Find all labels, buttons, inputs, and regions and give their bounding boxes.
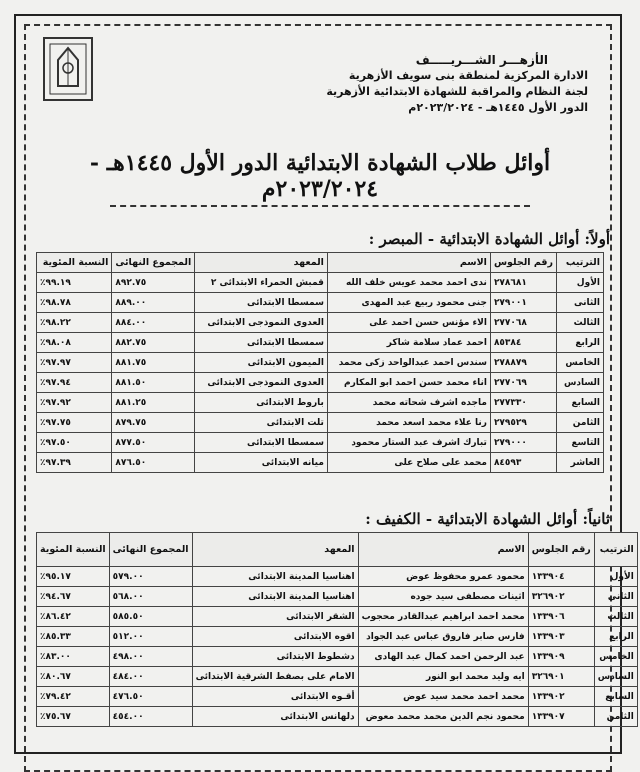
percentage-cell: ٪٩٧.٧٥ <box>37 413 112 433</box>
institute-cell: اقوه الابتدائى <box>192 627 358 647</box>
student-name-cell: جنى محمود ربيع عبد المهدى <box>327 293 490 313</box>
percentage-cell: ٪٩٧.٩٧ <box>37 353 112 373</box>
institute-cell: سمسطا الابتدائى <box>195 293 328 313</box>
rank-cell: الرابع <box>557 333 604 353</box>
total-score-cell: ٥٨٥.٥٠ <box>109 607 192 627</box>
section2-title: ثانياً: أوائل الشهادة الابتدائية - الكفيف : <box>365 510 610 528</box>
student-name-cell: ايه وليد محمد ابو النور <box>358 667 528 687</box>
table-row <box>37 333 604 353</box>
seat-number-cell: ٨٥٣٨٤ <box>490 333 556 353</box>
table-row <box>37 413 604 433</box>
table-row <box>37 627 638 647</box>
seat-number-cell: ١٣٣٩٠٢ <box>528 687 594 707</box>
institute-cell: سمسطا الابتدائى <box>195 433 328 453</box>
student-name-cell: فارس صابر فاروق عباس عبد الجواد <box>358 627 528 647</box>
total-score-cell: ٤٨٤.٠٠ <box>109 667 192 687</box>
institute-cell: قمبش الحمراء الابتدائى ٢ <box>195 273 328 293</box>
seat-number-cell: ١٣٣٩٠٣ <box>528 627 594 647</box>
rank-cell: الخامس <box>557 353 604 373</box>
total-score-cell: ٨٧٩.٧٥ <box>112 413 195 433</box>
percentage-cell: ٪٩٧.٩٤ <box>37 373 112 393</box>
seat-number-cell: ٢٧٩٠٠٠ <box>490 433 556 453</box>
percentage-cell: ٪٩٧.٥٠ <box>37 433 112 453</box>
seat-number-cell: ٢٧٨٦٨١ <box>490 273 556 293</box>
percentage-cell: ٪٨٠.٦٧ <box>37 667 110 687</box>
percentage-cell: ٪٩٨.٢٢ <box>37 313 112 333</box>
rank-cell: السابع <box>557 393 604 413</box>
azhar-logo <box>40 34 96 104</box>
percentage-cell: ٪٩٧.٩٢ <box>37 393 112 413</box>
institute-cell: تلت الابتدائى <box>195 413 328 433</box>
table-row <box>37 567 638 587</box>
total-score-cell: ٨٨١.٢٥ <box>112 393 195 413</box>
institute-cell: اهناسيا المدينة الابتدائى <box>192 587 358 607</box>
table-row <box>37 433 604 453</box>
institute-cell: اهناسيا المدينة الابتدائى <box>192 567 358 587</box>
student-name-cell: محمد على صلاح على <box>327 453 490 473</box>
seat-number-cell: ٢٧٨٨٧٩ <box>490 353 556 373</box>
student-name-cell: تبارك اشرف عبد الستار محمود <box>327 433 490 453</box>
rank-cell: السادس <box>557 373 604 393</box>
total-score-cell: ٨٧٦.٥٠ <box>112 453 195 473</box>
student-name-cell: اناء محمد حسن احمد ابو المكارم <box>327 373 490 393</box>
institution-header <box>326 52 588 116</box>
table-body <box>37 273 604 473</box>
header-line-session: الدور الأول ١٤٤٥هـ - ٢٠٢٣/٢٠٢٤م <box>408 101 588 114</box>
total-score-cell: ٤٥٤.٠٠ <box>109 707 192 727</box>
total-score-cell: ٨٨٢.٧٥ <box>112 333 195 353</box>
blind-top-students-table <box>36 532 638 727</box>
percentage-cell: ٪٩٧.٣٩ <box>37 453 112 473</box>
institute-cell: الامام على بصفط الشرقية الابتدائى <box>192 667 358 687</box>
student-name-cell: محمد احمد ابراهيم عبدالقادر محجوب <box>358 607 528 627</box>
rank-cell: الثالث <box>557 313 604 333</box>
table-header-row <box>37 253 604 273</box>
page-title: أوائل طلاب الشهادة الابتدائية الدور الأول ١٤٤٥هـ - ٢٠٢٣/٢٠٢٤م <box>89 150 551 202</box>
table-row <box>37 667 638 687</box>
institute-cell: الميمون الابتدائى <box>195 353 328 373</box>
rank-cell: الثانى <box>557 293 604 313</box>
student-name-cell: سندس احمد عبدالواحد زكى محمد <box>327 353 490 373</box>
rank-cell: السادس <box>594 667 637 687</box>
seat-number-cell: ٢٧٧٠٦٨ <box>490 313 556 333</box>
rank-cell: الأول <box>594 567 637 587</box>
table-row <box>37 647 638 667</box>
rank-cell: السابع <box>594 687 637 707</box>
student-name-cell: محمود نجم الدين محمد محمد معوض <box>358 707 528 727</box>
percentage-cell: ٪٧٥.٦٧ <box>37 707 110 727</box>
table-header-row <box>37 533 638 567</box>
column-header: رقم الجلوس <box>490 253 556 273</box>
table-body <box>37 567 638 727</box>
total-score-cell: ٥٦٨.٠٠ <box>109 587 192 607</box>
column-header: المجموع النهائى <box>109 533 192 567</box>
rank-cell: الثامن <box>557 413 604 433</box>
total-score-cell: ٨٨١.٧٥ <box>112 353 195 373</box>
column-header: الاسم <box>327 253 490 273</box>
section1-title: أولاً: أوائل الشهادة الابتدائية - المبصر : <box>368 230 610 248</box>
seat-number-cell: ٣٢٦٩٠١ <box>528 667 594 687</box>
table-row <box>37 393 604 413</box>
seat-number-cell: ١٣٣٩٠٧ <box>528 707 594 727</box>
institute-cell: باروط الابتدائى <box>195 393 328 413</box>
table-row <box>37 373 604 393</box>
column-header: الاسم <box>358 533 528 567</box>
percentage-cell: ٪٨٦.٤٢ <box>37 607 110 627</box>
student-name-cell: محمد احمد محمد سيد عوض <box>358 687 528 707</box>
table-row <box>37 293 604 313</box>
total-score-cell: ٥٧٩.٠٠ <box>109 567 192 587</box>
institute-cell: سمسطا الابتدائى <box>195 333 328 353</box>
student-name-cell: عبد الرحمن احمد كمال عبد الهادى <box>358 647 528 667</box>
sighted-top-students-table <box>36 252 604 473</box>
percentage-cell: ٪٩٨.٠٨ <box>37 333 112 353</box>
institute-cell: أقـوه الابتدائى <box>192 687 358 707</box>
column-header: الترتيب <box>557 253 604 273</box>
percentage-cell: ٪٩٥.١٧ <box>37 567 110 587</box>
total-score-cell: ٨٨٩.٠٠ <box>112 293 195 313</box>
table-row <box>37 707 638 727</box>
seat-number-cell: ١٣٣٩٠٩ <box>528 647 594 667</box>
total-score-cell: ٤٩٨.٠٠ <box>109 647 192 667</box>
header-line-admin: الادارة المركزية لمنطقة بنى سويف الأزهرية <box>348 69 588 82</box>
seat-number-cell: ٢٧٧٣٣٠ <box>490 393 556 413</box>
student-name-cell: احمد عماد سلامة شاكر <box>327 333 490 353</box>
percentage-cell: ٪٩٤.٦٧ <box>37 587 110 607</box>
header-line-committee: لجنة النظام والمراقبة للشهادة الابتدائية الأزهرية <box>326 85 588 98</box>
rank-cell: الثانى <box>594 587 637 607</box>
title-divider <box>110 205 530 207</box>
student-name-cell: اثينات مصطفى سيد جوده <box>358 587 528 607</box>
column-header: رقم الجلوس <box>528 533 594 567</box>
column-header: النسبة المئوية <box>37 253 112 273</box>
percentage-cell: ٪٩٩.١٩ <box>37 273 112 293</box>
student-name-cell: ندى احمد محمد عويس خلف الله <box>327 273 490 293</box>
seat-number-cell: ٢٧٩٠٠١ <box>490 293 556 313</box>
percentage-cell: ٪٩٨.٧٨ <box>37 293 112 313</box>
rank-cell: التاسع <box>557 433 604 453</box>
column-header: المجموع النهائى <box>112 253 195 273</box>
percentage-cell: ٪٧٩.٤٢ <box>37 687 110 707</box>
column-header: المعهد <box>195 253 328 273</box>
seat-number-cell: ٢٧٩٥٢٩ <box>490 413 556 433</box>
rank-cell: الثامن <box>594 707 637 727</box>
total-score-cell: ٥١٢.٠٠ <box>109 627 192 647</box>
institute-cell: الشقر الابتدائى <box>192 607 358 627</box>
student-name-cell: رنا علاء محمد اسعد محمد <box>327 413 490 433</box>
institute-cell: دلهانس الابتدائى <box>192 707 358 727</box>
table-row <box>37 453 604 473</box>
student-name-cell: ماجده اشرف شحاته محمد <box>327 393 490 413</box>
table-row <box>37 313 604 333</box>
rank-cell: العاشر <box>557 453 604 473</box>
total-score-cell: ٨٧٧.٥٠ <box>112 433 195 453</box>
student-name-cell: الاء مؤنس حسن احمد على <box>327 313 490 333</box>
column-header: الترتيب <box>594 533 637 567</box>
institute-cell: دشطوط الابتدائى <box>192 647 358 667</box>
column-header: المعهد <box>192 533 358 567</box>
rank-cell: الرابع <box>594 627 637 647</box>
student-name-cell: محمود عمرو محفوظ عوض <box>358 567 528 587</box>
total-score-cell: ٨٨١.٥٠ <box>112 373 195 393</box>
total-score-cell: ٤٧٦.٥٠ <box>109 687 192 707</box>
percentage-cell: ٪٨٣.٠٠ <box>37 647 110 667</box>
total-score-cell: ٨٩٢.٧٥ <box>112 273 195 293</box>
rank-cell: الثالث <box>594 607 637 627</box>
column-header: النسبة المئوية <box>37 533 110 567</box>
seat-number-cell: ١٣٣٩٠٦ <box>528 607 594 627</box>
table-row <box>37 687 638 707</box>
table-row <box>37 273 604 293</box>
institute-cell: العدوى النموذجى الابتدائى <box>195 313 328 333</box>
percentage-cell: ٪٨٥.٣٣ <box>37 627 110 647</box>
institute-cell: ميانه الابتدائى <box>195 453 328 473</box>
rank-cell: الخامس <box>594 647 637 667</box>
seat-number-cell: ٣٢٦٩٠٢ <box>528 587 594 607</box>
table-row <box>37 353 604 373</box>
seat-number-cell: ١٣٣٩٠٤ <box>528 567 594 587</box>
table-row <box>37 607 638 627</box>
seat-number-cell: ٢٧٧٠٦٩ <box>490 373 556 393</box>
seat-number-cell: ٨٤٥٩٣ <box>490 453 556 473</box>
table-row <box>37 587 638 607</box>
header-line-azhar: الأزهـــر الشـــريـــــف <box>415 53 548 67</box>
rank-cell: الأول <box>557 273 604 293</box>
total-score-cell: ٨٨٤.٠٠ <box>112 313 195 333</box>
institute-cell: العدوى النموذجى الابتدائى <box>195 373 328 393</box>
